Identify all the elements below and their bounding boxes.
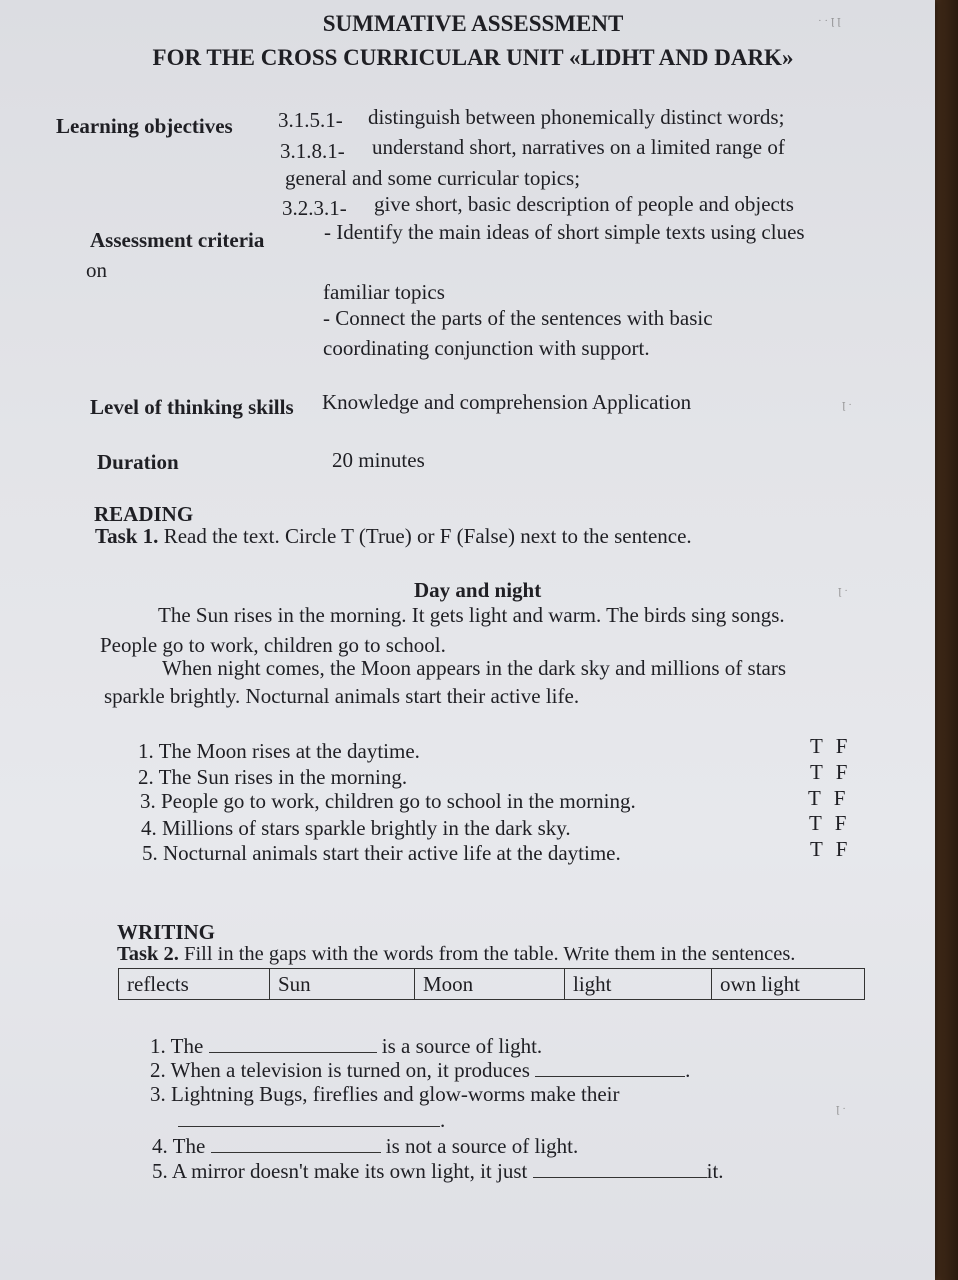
criteria-line: - Connect the parts of the sentences with basic: [323, 306, 713, 330]
word-bank-cell: Sun: [270, 969, 415, 1000]
criteria-label: Assessment criteria: [90, 228, 265, 252]
statement-number: 2.: [138, 765, 154, 789]
word-bank-row: [119, 969, 865, 1000]
gap-sentence: [150, 1082, 620, 1107]
task-instructions: Fill in the gaps with the words from the table. Write them in the sentences.: [184, 943, 796, 965]
objectives-label: Learning objectives: [56, 114, 233, 138]
thinking-value: Knowledge and comprehension Application: [322, 390, 692, 414]
bleed-through-mark: ꞁ ·: [838, 585, 848, 597]
sentence-start: The: [170, 1034, 204, 1058]
task-instructions: Read the text. Circle T (True) or F (False) next to the sentence.: [163, 524, 692, 548]
criteria-line: - Identify the main ideas of short simple texts using clues: [324, 220, 805, 244]
statement-number: 4.: [141, 816, 157, 840]
gap-sentence: [150, 1058, 690, 1083]
text-line: People go to work, children go to school.: [100, 633, 446, 657]
bleed-through-mark: · · ꞁ ꞁ: [818, 15, 841, 27]
true-false-choice[interactable]: T F: [810, 734, 852, 758]
objective-code: 3.1.8.1-: [280, 139, 345, 163]
word-bank-cell: reflects: [119, 969, 270, 1000]
task-label: Task 1.: [95, 524, 159, 548]
statement-text: The Sun rises in the morning.: [158, 765, 408, 789]
text-title: Day and night: [414, 578, 542, 602]
text-line: The Sun rises in the morning. It gets light and warm. The birds sing songs.: [158, 603, 785, 627]
statement-item: [142, 841, 621, 866]
statement-number: 3.: [140, 789, 156, 813]
sentence-start: Lightning Bugs, fireflies and glow-worms make their: [171, 1082, 620, 1106]
text-line: When night comes, the Moon appears in the dark sky and millions of stars: [162, 656, 787, 680]
text-line: sparkle brightly. Nocturnal animals start their active life.: [104, 684, 580, 708]
statement-item: [138, 739, 420, 764]
page-title: SUMMATIVE ASSESSMENT: [322, 11, 624, 36]
objective-code: 3.2.3.1-: [282, 196, 347, 220]
gap-sentence: [150, 1034, 542, 1059]
true-false-choice[interactable]: T F: [808, 786, 850, 810]
objective-text: give short, basic description of people and objects: [374, 192, 794, 216]
criteria-line: familiar topics: [323, 280, 445, 304]
sentence-start: The: [172, 1134, 206, 1158]
sentence-end: it.: [706, 1159, 724, 1183]
duration-label: Duration: [97, 450, 179, 474]
gap-sentence-cont: [178, 1108, 445, 1133]
page-subtitle: FOR THE CROSS CURRICULAR UNIT «LIDHT AND DARK»: [152, 45, 794, 70]
statement-text: Nocturnal animals start their active life at the daytime.: [163, 841, 621, 865]
answer-blank[interactable]: [178, 1108, 440, 1127]
statement-item: [138, 765, 407, 790]
sentence-number: 3.: [150, 1082, 166, 1106]
sentence-number: 2.: [150, 1058, 166, 1082]
true-false-choice[interactable]: T F: [810, 837, 852, 861]
sentence-end: is not a source of light.: [385, 1134, 579, 1158]
sentence-start: When a television is turned on, it produces: [170, 1058, 530, 1082]
answer-blank[interactable]: [533, 1159, 707, 1178]
thinking-label: Level of thinking skills: [90, 395, 294, 419]
objective-text: general and some curricular topics;: [285, 166, 581, 190]
objective-code: 3.1.5.1-: [278, 108, 343, 132]
duration-value: 20 minutes: [332, 448, 425, 472]
word-bank-table: [118, 968, 865, 1000]
sentence-end: is a source of light.: [381, 1034, 543, 1058]
sentence-end: .: [685, 1058, 691, 1082]
writing-heading: WRITING: [117, 920, 216, 944]
statement-text: Millions of stars sparkle brightly in the dark sky.: [162, 816, 571, 840]
bleed-through-mark: ꞁ ·: [842, 399, 852, 411]
statement-number: 1.: [138, 739, 154, 763]
statement-number: 5.: [142, 841, 158, 865]
writing-task: [117, 942, 795, 967]
true-false-choice[interactable]: T F: [809, 811, 851, 835]
statement-item: [140, 789, 636, 814]
sentence-number: 4.: [152, 1134, 168, 1158]
gap-sentence: [152, 1134, 578, 1159]
sentence-number: 5.: [152, 1159, 168, 1183]
sentence-start: A mirror doesn't make its own light, it just: [171, 1159, 528, 1183]
answer-blank[interactable]: [535, 1058, 685, 1077]
word-bank-cell: Moon: [415, 969, 565, 1000]
sentence-number: 1.: [150, 1034, 166, 1058]
statement-text: The Moon rises at the daytime.: [158, 739, 420, 763]
true-false-choice[interactable]: T F: [810, 760, 852, 784]
reading-task: [95, 524, 692, 549]
criteria-label-cont: on: [86, 258, 107, 282]
reading-heading: READING: [94, 502, 194, 526]
task-label: Task 2.: [117, 943, 179, 965]
gap-sentence: [152, 1159, 724, 1184]
criteria-line: coordinating conjunction with support.: [323, 336, 650, 360]
statement-item: [141, 816, 571, 841]
statement-text: People go to work, children go to school in the morning.: [161, 789, 636, 813]
answer-blank[interactable]: [209, 1034, 377, 1053]
objective-text: understand short, narratives on a limited range of: [372, 135, 785, 159]
objective-text: distinguish between phonemically distinct words;: [368, 105, 785, 129]
sentence-end: .: [440, 1108, 446, 1132]
word-bank-cell: own light: [712, 969, 865, 1000]
answer-blank[interactable]: [211, 1134, 381, 1153]
bleed-through-mark: ꞁ ·: [836, 1103, 846, 1115]
word-bank-cell: light: [565, 969, 712, 1000]
